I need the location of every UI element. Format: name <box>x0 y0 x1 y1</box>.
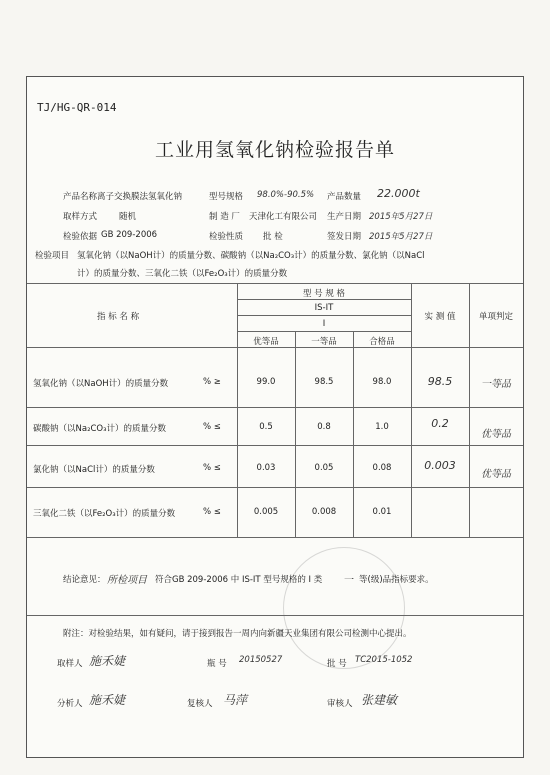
reviewer-label: 复核人 <box>187 699 213 709</box>
issue-date-value: 2015年5月27日 <box>369 232 433 242</box>
basis-label: 检验依据 <box>63 232 98 242</box>
row-judgement: 一等品 <box>481 379 511 390</box>
row-superior: 0.03 <box>256 463 276 473</box>
page-title: 工业用氢氧化钠检验报告单 <box>154 139 395 161</box>
quantity-value: 22.000t <box>377 187 420 200</box>
row-superior: 0.005 <box>253 507 279 517</box>
items-label: 检验项目 <box>35 251 70 261</box>
prod-date-value: 2015年5月27日 <box>369 212 433 222</box>
conclusion-handwritten2: 一 <box>343 575 353 586</box>
row-unit: % ≤ <box>203 463 221 473</box>
row-name: 氢氧化钠（以NaOH计）的质量分数 <box>33 379 169 389</box>
row-first: 0.8 <box>317 422 331 432</box>
analyst-value: 施禾婕 <box>89 693 126 707</box>
grade-divider <box>237 331 411 332</box>
sampler-label: 取样人 <box>57 659 83 669</box>
approver-value: 张建敏 <box>361 693 398 707</box>
row-qualified: 98.0 <box>372 377 392 387</box>
product-name-label: 产品名称 <box>63 192 98 202</box>
col-qualified: 合格品 <box>369 337 395 347</box>
header-bottom-border <box>27 347 523 348</box>
row-first: 0.05 <box>314 463 334 473</box>
reviewer-value: 马萍 <box>223 693 248 707</box>
col-model: IS-IT <box>314 303 334 313</box>
report-form <box>26 76 524 758</box>
sampler-value: 施禾婕 <box>89 654 126 668</box>
col-first: 一等品 <box>311 337 337 347</box>
form-code: TJ/HG-QR-014 <box>37 101 117 114</box>
row-name: 三氧化二铁（以Fe₂O₃计）的质量分数 <box>33 509 176 519</box>
items-line1: 氢氧化钠（以NaOH计）的质量分数、碳酸钠（以Na₂CO₃计）的质量分数、氯化钠（以NaCl <box>77 251 425 261</box>
row-judgement: 优等品 <box>481 429 511 440</box>
row-measured: 0.2 <box>431 417 449 430</box>
sampling-label: 取样方式 <box>63 212 98 222</box>
conclusion-text2: 等(级)品指标要求。 <box>359 575 434 585</box>
spec-divider <box>237 299 411 300</box>
row-superior: 0.5 <box>259 422 273 432</box>
conclusion-text1: 符合GB 209-2006 中 IS-IT 型号规格的 I 类 <box>155 575 323 585</box>
bottle-label: 瓶 号 <box>207 659 227 669</box>
model-divider <box>237 315 411 316</box>
row-border <box>27 407 523 408</box>
analyst-label: 分析人 <box>57 699 83 709</box>
approver-label: 审核人 <box>327 699 353 709</box>
basis-value: GB 209-2006 <box>101 230 158 240</box>
batch-value: TC2015-1052 <box>355 655 413 665</box>
sampling-value: 随机 <box>119 212 137 222</box>
batch-label: 批 号 <box>327 659 347 669</box>
row-qualified: 0.08 <box>372 463 392 473</box>
row-unit: % ≤ <box>203 422 221 432</box>
nature-label: 检验性质 <box>209 232 244 242</box>
row-unit: % ≥ <box>203 377 221 387</box>
row-measured: 98.5 <box>427 375 453 388</box>
row-name: 氯化钠（以NaCl计）的质量分数 <box>33 465 155 475</box>
row-border <box>27 445 523 446</box>
row-border <box>27 487 523 488</box>
model-label: 型号规格 <box>209 192 244 202</box>
product-name-value: 离子交换膜法氢氧化钠 <box>97 192 183 202</box>
col-measured: 实 测 值 <box>424 312 456 322</box>
bottle-value: 20150527 <box>239 655 283 665</box>
col-judgement: 单项判定 <box>478 312 513 322</box>
quantity-label: 产品数量 <box>327 192 362 202</box>
row-judgement: 优等品 <box>481 469 511 480</box>
issue-date-label: 签发日期 <box>327 232 362 242</box>
table-bottom-border <box>27 537 523 538</box>
col-spec: 型 号 规 格 <box>302 289 346 299</box>
col-grade: I <box>322 319 326 329</box>
row-qualified: 1.0 <box>375 422 389 432</box>
row-name: 碳酸钠（以Na₂CO₃计）的质量分数 <box>33 424 167 434</box>
items-line2: 计）的质量分数、三氧化二铁（以Fe₂O₃计）的质量分数 <box>77 269 288 279</box>
row-measured: 0.003 <box>424 459 456 472</box>
col-superior: 优等品 <box>253 337 279 347</box>
note-text: 附注：对检验结果，如有疑问，请于接到报告一周内向新疆天业集团有限公司检测中心提出。 <box>63 629 412 639</box>
conclusion-handwritten: 所检项目 <box>107 575 147 586</box>
row-superior: 99.0 <box>256 377 276 387</box>
col-indicator: 指 标 名 称 <box>97 312 140 322</box>
row-first: 0.008 <box>311 507 337 517</box>
table-top-border <box>27 283 523 284</box>
nature-value: 批 检 <box>263 232 283 242</box>
seal-stamp <box>283 547 405 669</box>
row-first: 98.5 <box>314 377 334 387</box>
note-divider <box>27 615 523 616</box>
row-unit: % ≤ <box>203 507 221 517</box>
maker-value: 天津化工有限公司 <box>249 212 318 222</box>
conclusion-prefix: 结论意见： <box>63 575 106 585</box>
row-qualified: 0.01 <box>372 507 392 517</box>
model-value: 98.0%-90.5% <box>257 190 315 200</box>
prod-date-label: 生产日期 <box>327 212 362 222</box>
maker-label: 制 造 厂 <box>209 212 240 222</box>
